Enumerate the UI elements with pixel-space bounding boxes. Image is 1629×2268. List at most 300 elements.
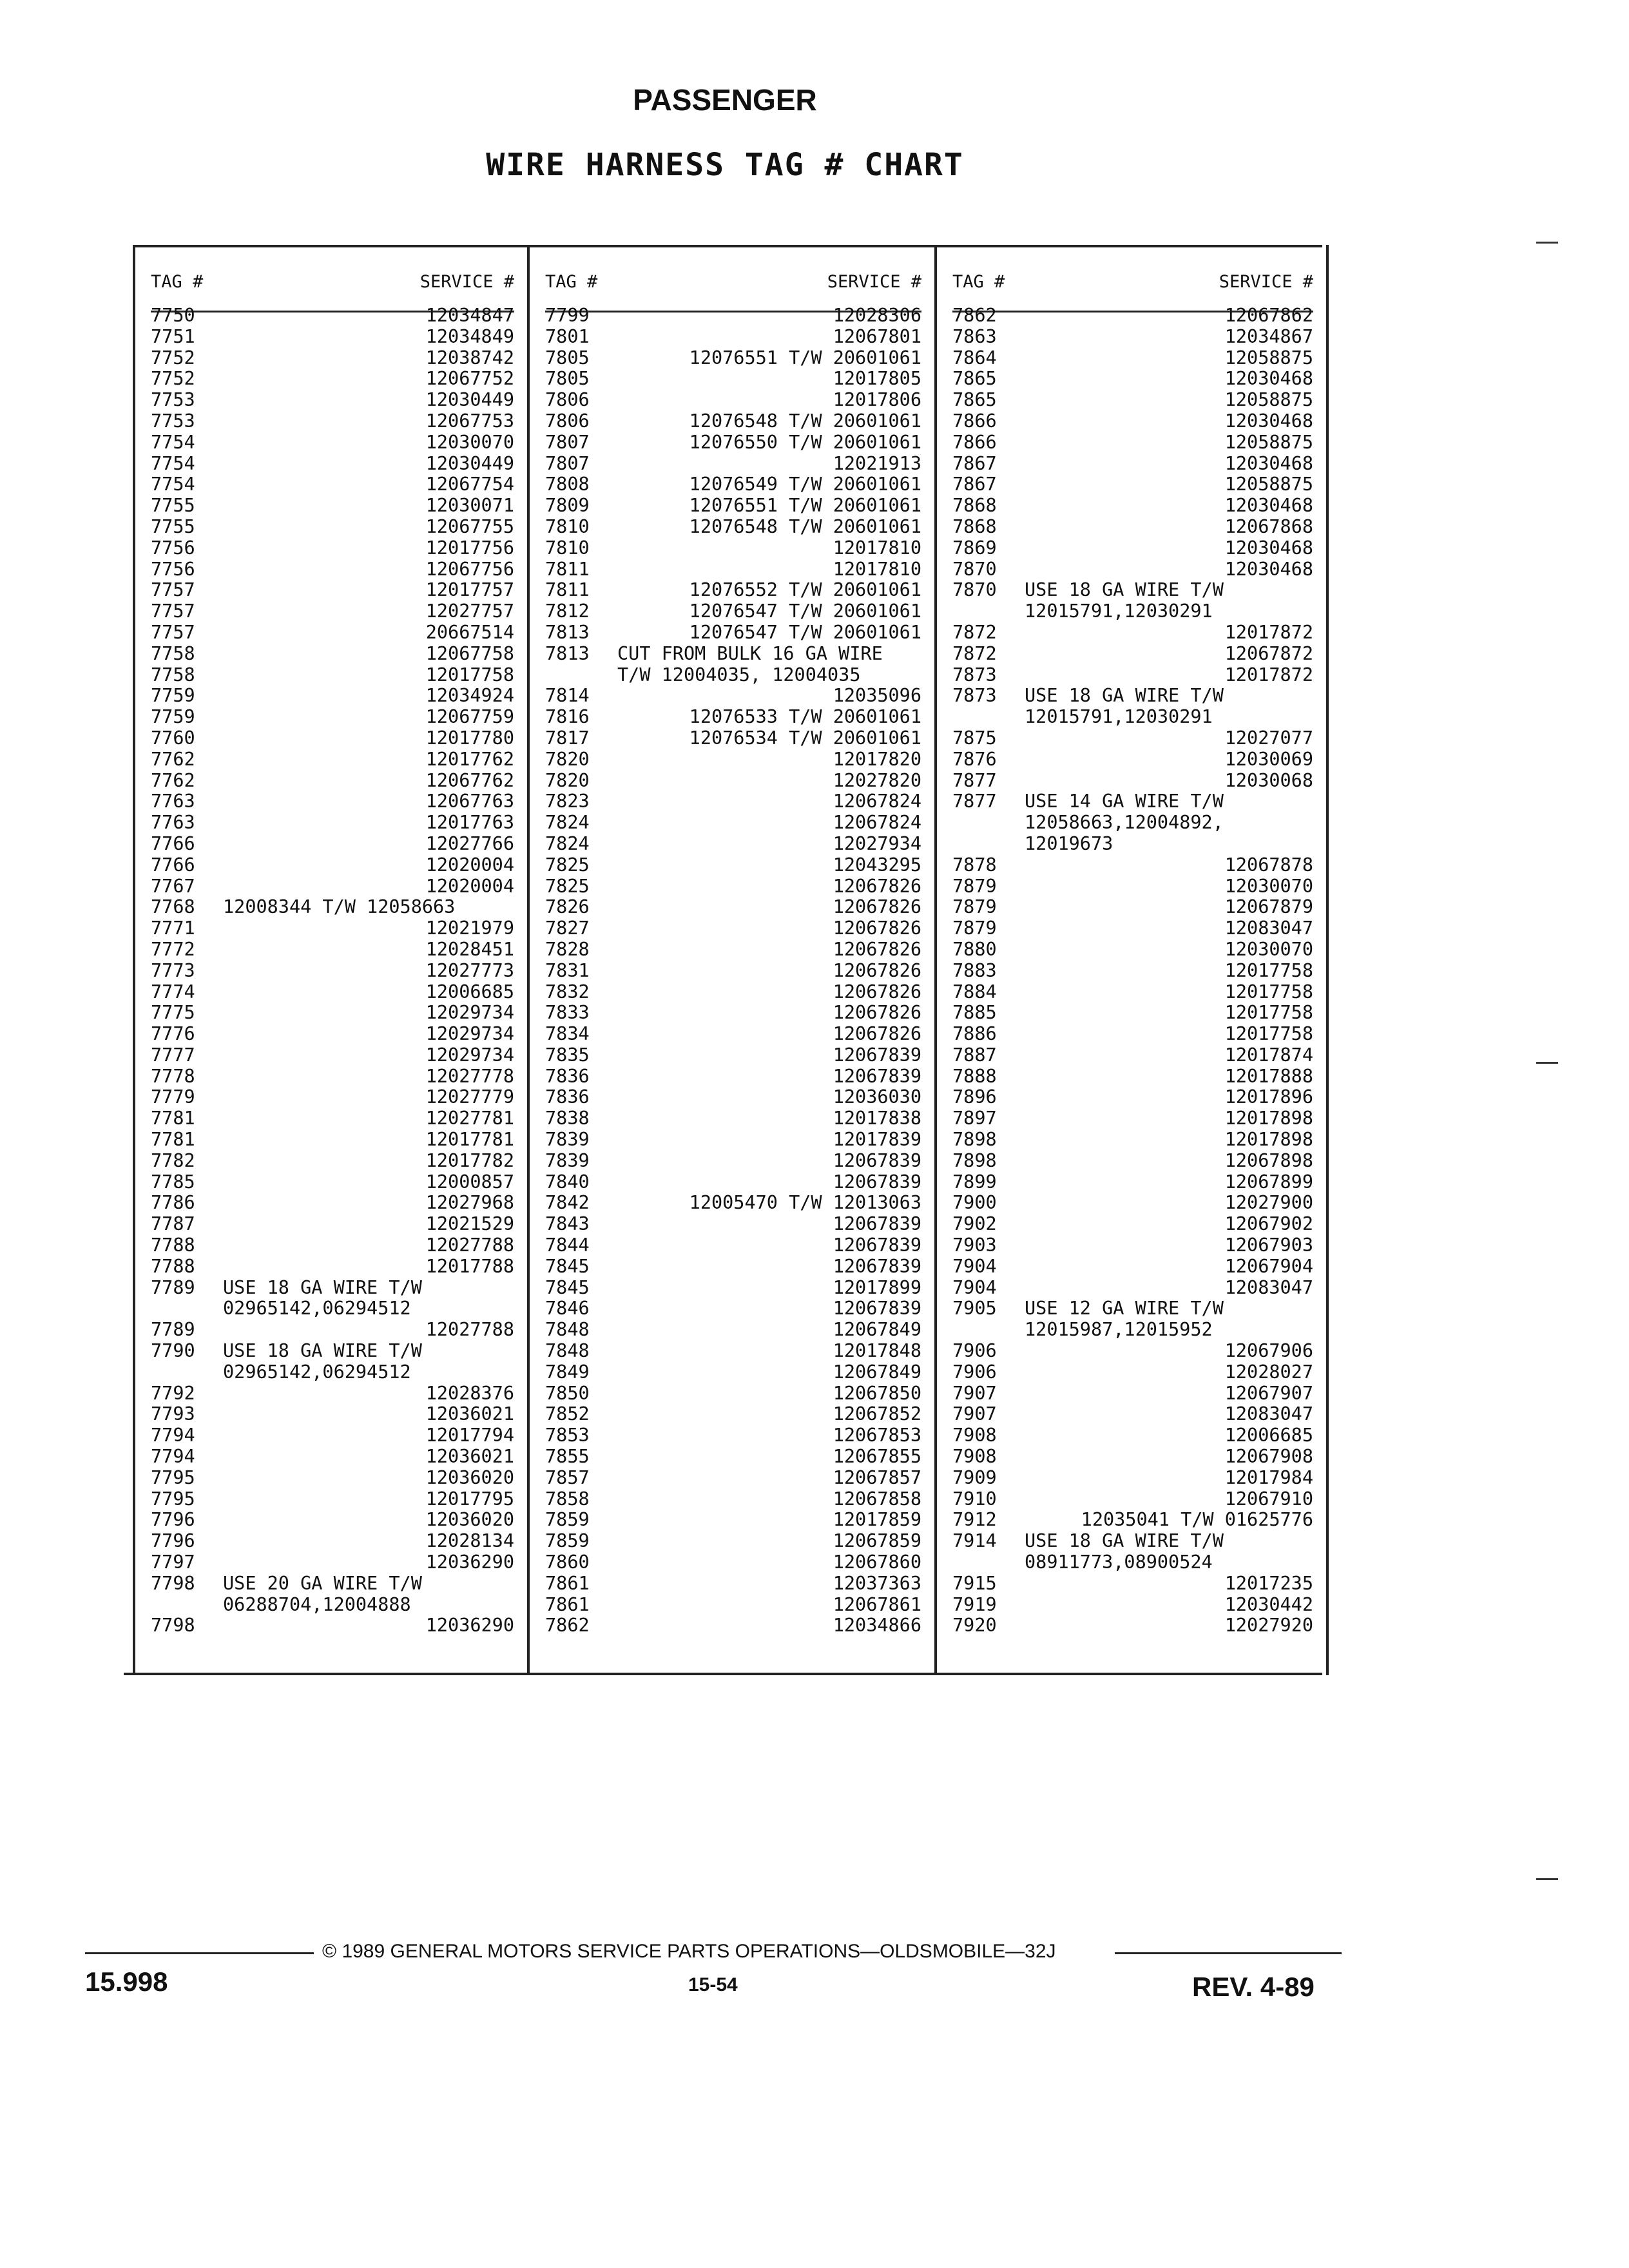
tag-number: 7838	[545, 1108, 590, 1129]
table-row	[545, 1087, 921, 1108]
service-number: 12067801	[833, 325, 921, 347]
service-header: SERVICE #	[419, 272, 514, 292]
service-number: 12030068	[1224, 769, 1313, 791]
service-number: 12076534 T/W 20601061	[689, 727, 921, 749]
service-number: 12058875	[1224, 347, 1313, 369]
service-number: 12017795	[425, 1488, 514, 1510]
tag-number: 7792	[151, 1382, 195, 1404]
service-number: 12067853	[833, 1425, 921, 1446]
service-number: 12035041 T/W 01625776	[1081, 1509, 1313, 1531]
service-number: 12076548 T/W 20601061	[689, 410, 921, 432]
table-row	[151, 1214, 514, 1235]
table-row	[952, 601, 1313, 622]
service-number: 12067824	[833, 791, 921, 812]
tag-header: TAG #	[545, 272, 598, 292]
service-number: 12067907	[1224, 1382, 1313, 1404]
page-title: PASSENGER	[633, 83, 817, 117]
tag-number: 7801	[545, 325, 590, 347]
tag-number: 7754	[151, 452, 195, 474]
service-number: 12067860	[833, 1552, 921, 1573]
table-row	[952, 1108, 1313, 1129]
service-number: 12067826	[833, 896, 921, 918]
tag-number: 7839	[545, 1129, 590, 1151]
tag-number: 7820	[545, 769, 590, 791]
tag-number: 7794	[151, 1425, 195, 1446]
service-number: 12021979	[425, 918, 514, 939]
table-row	[545, 918, 921, 939]
service-note: 02965142,06294512	[223, 1298, 411, 1320]
copyright-notice: © 1989 GENERAL MOTORS SERVICE PARTS OPERATIONS—OLDSMOBILE—32J	[322, 1941, 1056, 1962]
table-row	[545, 474, 921, 495]
table-row	[151, 749, 514, 771]
table-row	[545, 1573, 921, 1595]
table-row	[952, 1595, 1313, 1616]
service-number: 12017898	[1224, 1129, 1313, 1151]
service-number: 12030468	[1224, 537, 1313, 559]
service-number: 12067839	[833, 1255, 921, 1277]
service-number: 12006685	[425, 981, 514, 1003]
service-number: 12027781	[425, 1108, 514, 1129]
tag-number: 7809	[545, 495, 590, 517]
table-row	[545, 369, 921, 390]
table-row	[151, 1341, 514, 1362]
table-row	[151, 1552, 514, 1573]
service-note: 02965142,06294512	[223, 1361, 411, 1383]
service-number: 12017235	[1224, 1572, 1313, 1594]
tag-number: 7772	[151, 938, 195, 960]
service-number: 12067763	[425, 791, 514, 812]
service-number: 12067839	[833, 1149, 921, 1171]
tag-number: 7862	[545, 1615, 590, 1637]
tag-number: 7826	[545, 896, 590, 918]
tag-number: 7756	[151, 558, 195, 580]
service-note: 06288704,12004888	[223, 1593, 411, 1615]
service-number: 12058875	[1224, 431, 1313, 453]
tag-number: 7788	[151, 1255, 195, 1277]
service-number: 12021913	[833, 452, 921, 474]
table-row	[151, 961, 514, 982]
service-number: 12034924	[425, 685, 514, 707]
tag-number: 7828	[545, 938, 590, 960]
service-number: 12067858	[833, 1488, 921, 1510]
tag-number: 7848	[545, 1319, 590, 1341]
service-number: 12067872	[1224, 642, 1313, 664]
service-number: 12076551 T/W 20601061	[689, 495, 921, 517]
service-number: 12067906	[1224, 1340, 1313, 1362]
service-number: 12067859	[833, 1530, 921, 1552]
table-row	[151, 1425, 514, 1446]
tag-number: 7836	[545, 1086, 590, 1108]
service-number: 12067850	[833, 1382, 921, 1404]
table-row	[151, 432, 514, 454]
service-number: 12030468	[1224, 410, 1313, 432]
service-note: 12015987,12015952	[1025, 1319, 1213, 1341]
service-number: 12017896	[1224, 1086, 1313, 1108]
tag-number: 7776	[151, 1023, 195, 1045]
service-number: 12067826	[833, 981, 921, 1003]
service-number: 12017898	[1224, 1108, 1313, 1129]
tag-number: 7796	[151, 1509, 195, 1531]
tag-number: 7763	[151, 812, 195, 834]
tag-number: 7835	[545, 1044, 590, 1066]
table-bottom-border	[124, 1673, 1322, 1675]
table-row	[151, 369, 514, 390]
table-row	[952, 348, 1313, 369]
service-number: 12036020	[425, 1509, 514, 1531]
tag-number: 7848	[545, 1340, 590, 1362]
tag-number: 7885	[952, 1002, 997, 1024]
table-row	[545, 1045, 921, 1066]
table-row	[952, 1256, 1313, 1278]
tag-header: TAG #	[151, 272, 204, 292]
tag-number: 7758	[151, 664, 195, 686]
tag-number: 7914	[952, 1530, 997, 1552]
service-number: 12027788	[425, 1235, 514, 1256]
table-column-1	[133, 245, 527, 1675]
service-note: USE 18 GA WIRE T/W	[223, 1276, 422, 1298]
service-number: 12017839	[833, 1129, 921, 1151]
service-note: USE 12 GA WIRE T/W	[1025, 1298, 1224, 1320]
service-number: 12067759	[425, 706, 514, 728]
table-row	[151, 517, 514, 538]
service-number: 12027757	[425, 601, 514, 622]
table-row	[952, 644, 1313, 665]
service-number: 12034866	[833, 1615, 921, 1637]
service-number: 12029734	[425, 1044, 514, 1066]
tag-number: 7757	[151, 601, 195, 622]
service-number: 12036021	[425, 1446, 514, 1468]
service-note: USE 20 GA WIRE T/W	[223, 1572, 422, 1594]
tag-number: 7870	[952, 579, 997, 601]
table-row	[151, 622, 514, 644]
tag-number: 7787	[151, 1213, 195, 1235]
table-row	[545, 1151, 921, 1172]
tag-number: 7900	[952, 1192, 997, 1214]
table-row	[952, 495, 1313, 517]
tag-number: 7754	[151, 431, 195, 453]
tag-number: 7880	[952, 938, 997, 960]
table-row	[545, 454, 921, 475]
table-row	[545, 1510, 921, 1531]
table-row	[952, 1045, 1313, 1066]
table-row	[545, 1595, 921, 1616]
table-row	[545, 876, 921, 898]
service-number: 12027077	[1224, 727, 1313, 749]
table-column-3	[934, 245, 1329, 1675]
table-row	[151, 1383, 514, 1405]
tag-number: 7788	[151, 1235, 195, 1256]
tag-number: 7873	[952, 664, 997, 686]
table-row	[545, 622, 921, 644]
tag-number: 7873	[952, 685, 997, 707]
table-row	[545, 1531, 921, 1552]
tag-number: 7823	[545, 791, 590, 812]
table-row	[151, 305, 514, 327]
service-header: SERVICE #	[827, 272, 921, 292]
table-row	[545, 728, 921, 749]
service-number: 12076551 T/W 20601061	[689, 347, 921, 369]
service-number: 12000857	[425, 1171, 514, 1193]
table-row	[952, 812, 1313, 834]
margin-mark	[1536, 1062, 1558, 1064]
service-number: 12030070	[1224, 938, 1313, 960]
service-number: 12067756	[425, 558, 514, 580]
tag-number: 7811	[545, 579, 590, 601]
table-row	[545, 665, 921, 686]
tag-number: 7853	[545, 1425, 590, 1446]
table-row	[151, 707, 514, 728]
table-row	[151, 1045, 514, 1066]
table-row	[151, 644, 514, 665]
tag-number: 7782	[151, 1149, 195, 1171]
service-number: 12027900	[1224, 1192, 1313, 1214]
tag-number: 7909	[952, 1466, 997, 1488]
service-number: 12017758	[1224, 1002, 1313, 1024]
tag-number: 7763	[151, 791, 195, 812]
tag-number: 7756	[151, 537, 195, 559]
service-number: 12030071	[425, 495, 514, 517]
tag-number: 7790	[151, 1340, 195, 1362]
service-number: 12067910	[1224, 1488, 1313, 1510]
table-row	[151, 348, 514, 369]
service-number: 12036020	[425, 1466, 514, 1488]
tag-number: 7919	[952, 1593, 997, 1615]
tag-number: 7817	[545, 727, 590, 749]
tag-number: 7872	[952, 642, 997, 664]
tag-number: 7824	[545, 832, 590, 854]
service-number: 12067855	[833, 1446, 921, 1468]
tag-number: 7879	[952, 875, 997, 897]
table-row	[151, 1193, 514, 1214]
service-note: CUT FROM BULK 16 GA WIRE	[617, 642, 883, 664]
service-number: 12027779	[425, 1086, 514, 1108]
table-row	[545, 834, 921, 855]
tag-number: 7793	[151, 1403, 195, 1425]
column-rows	[545, 305, 921, 1637]
table-row	[952, 1362, 1313, 1383]
tag-number: 7811	[545, 558, 590, 580]
service-number: 12076552 T/W 20601061	[689, 579, 921, 601]
tag-number: 7904	[952, 1276, 997, 1298]
service-number: 12028134	[425, 1530, 514, 1552]
tag-number: 7865	[952, 368, 997, 390]
table-row	[151, 1404, 514, 1425]
table-row	[545, 305, 921, 327]
tag-number: 7807	[545, 431, 590, 453]
table-row	[952, 432, 1313, 454]
service-number: 12083047	[1224, 1276, 1313, 1298]
service-number: 12067754	[425, 474, 514, 495]
service-number: 12021529	[425, 1213, 514, 1235]
service-number: 12027788	[425, 1319, 514, 1341]
service-number: 12067755	[425, 515, 514, 537]
tag-number: 7883	[952, 959, 997, 981]
service-number: 12029734	[425, 1023, 514, 1045]
tag-number: 7834	[545, 1023, 590, 1045]
tag-number: 7773	[151, 959, 195, 981]
tag-number: 7858	[545, 1488, 590, 1510]
table-row	[952, 369, 1313, 390]
table-row	[151, 411, 514, 432]
table-row	[952, 538, 1313, 559]
tag-number: 7759	[151, 706, 195, 728]
table-row	[952, 1129, 1313, 1151]
service-number: 20667514	[425, 621, 514, 643]
table-row	[545, 644, 921, 665]
tag-number: 7908	[952, 1446, 997, 1468]
table-row	[151, 1129, 514, 1151]
tag-number: 7752	[151, 368, 195, 390]
table-row	[151, 1468, 514, 1489]
service-note: USE 18 GA WIRE T/W	[1025, 579, 1224, 601]
tag-number: 7887	[952, 1044, 997, 1066]
service-number: 12030449	[425, 452, 514, 474]
service-number: 12038742	[425, 347, 514, 369]
table-row	[545, 771, 921, 792]
table-row	[545, 517, 921, 538]
service-number: 12067861	[833, 1593, 921, 1615]
service-number: 12067849	[833, 1361, 921, 1383]
table-row	[151, 1615, 514, 1637]
tag-number: 7864	[952, 347, 997, 369]
table-row	[151, 791, 514, 812]
table-row	[952, 1615, 1313, 1637]
service-note: USE 14 GA WIRE T/W	[1025, 791, 1224, 812]
service-number: 12076548 T/W 20601061	[689, 515, 921, 537]
revision-label: REV. 4-89	[1192, 1972, 1315, 2002]
tag-number: 7813	[545, 621, 590, 643]
service-number: 12027766	[425, 832, 514, 854]
tag-number: 7813	[545, 642, 590, 664]
tag-header: TAG #	[952, 272, 1005, 292]
tag-number: 7794	[151, 1446, 195, 1468]
table-row	[151, 876, 514, 898]
service-number: 12027778	[425, 1065, 514, 1087]
table-row	[151, 1320, 514, 1341]
tag-number: 7781	[151, 1108, 195, 1129]
tag-number: 7786	[151, 1192, 195, 1214]
table-row	[151, 1235, 514, 1256]
table-row	[545, 327, 921, 348]
table-row	[952, 1172, 1313, 1193]
column-rows	[952, 305, 1313, 1637]
tag-number: 7806	[545, 410, 590, 432]
tag-number: 7796	[151, 1530, 195, 1552]
table-row	[545, 580, 921, 601]
table-row	[545, 1341, 921, 1362]
service-number: 12020004	[425, 875, 514, 897]
service-number: 12067839	[833, 1065, 921, 1087]
table-row	[545, 707, 921, 728]
table-row	[952, 1193, 1313, 1214]
tag-number: 7795	[151, 1466, 195, 1488]
table-row	[952, 686, 1313, 707]
service-number: 12005470 T/W 12013063	[689, 1192, 921, 1214]
service-number: 12017762	[425, 748, 514, 770]
tag-number: 7849	[545, 1361, 590, 1383]
service-number: 12017859	[833, 1509, 921, 1531]
table-row	[151, 495, 514, 517]
table-row	[952, 1151, 1313, 1172]
tag-number: 7785	[151, 1171, 195, 1193]
service-number: 12067852	[833, 1403, 921, 1425]
service-number: 12027820	[833, 769, 921, 791]
service-number: 12020004	[425, 854, 514, 876]
tag-number: 7903	[952, 1235, 997, 1256]
tag-number: 7807	[545, 452, 590, 474]
table-row	[952, 327, 1313, 348]
table-row	[151, 1595, 514, 1616]
tag-number: 7884	[952, 981, 997, 1003]
service-number: 12017763	[425, 812, 514, 834]
tag-number: 7789	[151, 1319, 195, 1341]
service-number: 12017805	[833, 368, 921, 390]
table-row	[151, 1489, 514, 1510]
table-row	[952, 771, 1313, 792]
tag-number: 7898	[952, 1149, 997, 1171]
table-row	[952, 876, 1313, 898]
service-number: 12035096	[833, 685, 921, 707]
table-row	[151, 1573, 514, 1595]
tag-number: 7878	[952, 854, 997, 876]
service-number: 12017838	[833, 1108, 921, 1129]
service-number: 12076547 T/W 20601061	[689, 601, 921, 622]
service-number: 12027920	[1224, 1615, 1313, 1637]
tag-number: 7759	[151, 685, 195, 707]
table-row	[952, 982, 1313, 1003]
tag-number: 7752	[151, 347, 195, 369]
service-number: 12067902	[1224, 1213, 1313, 1235]
service-number: 12067826	[833, 938, 921, 960]
service-note: 12015791,12030291	[1025, 706, 1213, 728]
table-row	[545, 897, 921, 918]
service-number: 12067758	[425, 642, 514, 664]
table-row	[151, 1172, 514, 1193]
table-row	[952, 918, 1313, 939]
service-number: 12067849	[833, 1319, 921, 1341]
tag-number: 7799	[545, 305, 590, 326]
table-row	[545, 961, 921, 982]
service-number: 12030468	[1224, 558, 1313, 580]
table-row	[545, 1278, 921, 1299]
tag-number: 7762	[151, 769, 195, 791]
service-number: 12036021	[425, 1403, 514, 1425]
table-row	[151, 728, 514, 749]
table-row	[151, 1298, 514, 1320]
service-number: 12058875	[1224, 389, 1313, 411]
service-number: 12067826	[833, 1002, 921, 1024]
service-number: 12017984	[1224, 1466, 1313, 1488]
table-row	[952, 411, 1313, 432]
tag-number: 7751	[151, 325, 195, 347]
table-row	[952, 791, 1313, 812]
tag-number: 7755	[151, 515, 195, 537]
table-row	[545, 495, 921, 517]
service-number: 12067826	[833, 918, 921, 939]
table-row	[545, 1489, 921, 1510]
tag-number: 7863	[952, 325, 997, 347]
service-number: 12017788	[425, 1255, 514, 1277]
service-number: 12034867	[1224, 325, 1313, 347]
tag-number: 7814	[545, 685, 590, 707]
table-row	[545, 432, 921, 454]
tag-number: 7888	[952, 1065, 997, 1087]
service-number: 12017758	[1224, 1023, 1313, 1045]
table-row	[545, 1468, 921, 1489]
table-row	[545, 348, 921, 369]
service-note: T/W 12004035, 12004035	[617, 664, 861, 686]
service-number: 12067839	[833, 1044, 921, 1066]
